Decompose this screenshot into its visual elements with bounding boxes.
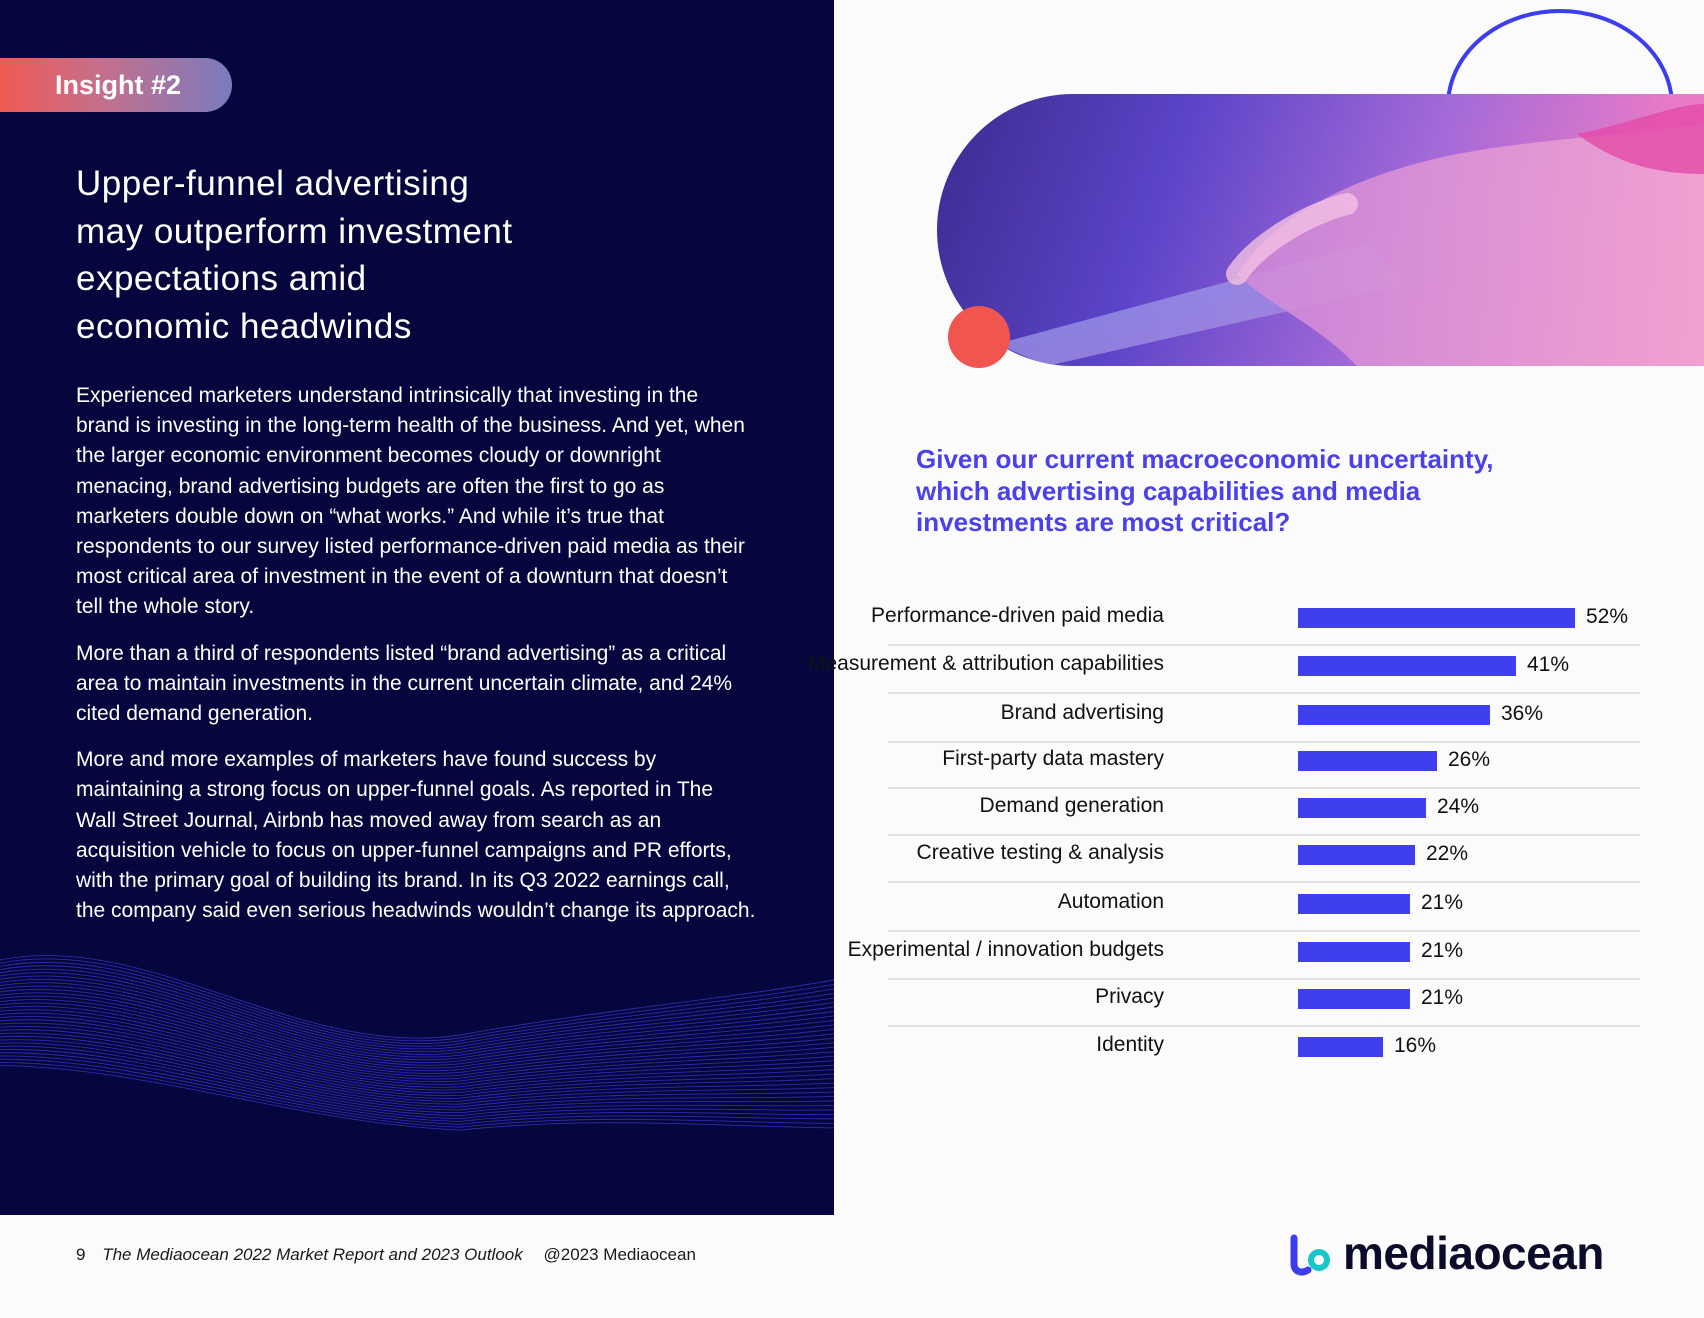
wave-line xyxy=(0,959,834,1041)
wave-line xyxy=(0,1020,834,1090)
category-label: Brand advertising xyxy=(1000,701,1164,724)
category-label: Privacy xyxy=(1095,985,1164,1008)
category-label: Identity xyxy=(1096,1033,1164,1056)
bar xyxy=(1298,751,1437,771)
headline-line: expectations amid xyxy=(76,259,367,298)
category-label: First-party data mastery xyxy=(942,747,1164,770)
bar-chart xyxy=(807,596,1640,1076)
paragraph: More and more examples of marketers have found success by maintaining a strong focus on upper-funnel goals. As reported in The Wall Street Journal, Airbnb has moved away from search as an acquisition vehicle to focus on upper-funnel campaigns and PR efforts, with the primary goal of building its brand. In its Q3 2022 earnings call, the company said even serious headwinds wouldn’t change its approach. xyxy=(76,748,756,923)
insight-badge: Insight #2 xyxy=(0,58,232,112)
bar xyxy=(1298,845,1415,865)
hero-image-phone-touch xyxy=(937,94,1704,366)
value-label: 21% xyxy=(1421,986,1464,1009)
bar xyxy=(1298,894,1410,914)
headline-line: Upper-funnel advertising xyxy=(76,164,470,203)
chart-row xyxy=(888,786,1640,834)
mediaocean-logo-icon xyxy=(1288,1234,1336,1276)
wave-lines-decoration xyxy=(0,940,834,1215)
chart-row xyxy=(888,882,1640,930)
value-label: 21% xyxy=(1421,891,1464,914)
page-number: 9 xyxy=(76,1245,86,1264)
phone-hand-illustration xyxy=(937,94,1704,366)
bar xyxy=(1298,942,1410,962)
bar xyxy=(1298,608,1575,628)
mediaocean-logo xyxy=(1288,1227,1638,1280)
chart-row xyxy=(888,833,1640,881)
value-label: 36% xyxy=(1501,702,1544,725)
headline xyxy=(76,160,636,350)
paragraph: More than a third of respondents listed “brand advertising” as a critical area to maintain investments in the current uncertain climate, and 24% cited demand generation. xyxy=(76,641,733,726)
copyright: @2023 Mediaocean xyxy=(543,1245,696,1264)
chart-row xyxy=(888,977,1640,1025)
value-label: 21% xyxy=(1421,939,1464,962)
body-copy xyxy=(76,381,756,942)
value-label: 41% xyxy=(1527,653,1570,676)
bar xyxy=(1298,798,1426,818)
chart-row xyxy=(847,930,1640,978)
bar xyxy=(1298,705,1490,725)
value-label: 26% xyxy=(1448,748,1491,771)
headline-line: may outperform investment xyxy=(76,211,513,251)
chart-row xyxy=(888,1025,1640,1073)
bar xyxy=(1298,656,1516,676)
category-label: Experimental / innovation budgets xyxy=(847,938,1164,961)
footer-text xyxy=(76,1245,696,1265)
chart-row xyxy=(888,739,1640,787)
bar xyxy=(1298,1037,1383,1057)
value-label: 16% xyxy=(1394,1034,1437,1057)
chart-row xyxy=(871,596,1640,644)
chart-row xyxy=(807,644,1640,692)
wave-line xyxy=(0,976,834,1055)
logo-text: mediaocean xyxy=(1343,1227,1604,1279)
red-dot-decoration xyxy=(948,306,1010,368)
category-label: Performance-driven paid media xyxy=(871,604,1164,627)
paragraph: Experienced marketers understand intrinsically that investing in the brand is investing in the long-term health of the business. And yet, when the larger economic environment becomes cloudy or downright menacing, brand advertising budgets are often the first to go as marketers double down on “what works.” And while it’s true that respondents to our survey listed performance-driven paid media as their most critical area of investment in the event of a downturn that doesn’t tell the whole story. xyxy=(76,384,745,619)
category-label: Measurement & attribution capabilities xyxy=(807,652,1164,675)
value-label: 22% xyxy=(1426,842,1469,865)
wave-line xyxy=(0,1056,834,1121)
value-label: 52% xyxy=(1586,605,1629,628)
value-label: 24% xyxy=(1437,795,1480,818)
headline-line: economic headwinds xyxy=(76,306,412,346)
bar xyxy=(1298,989,1410,1009)
wave-line xyxy=(0,986,834,1063)
report-title: The Mediaocean 2022 Market Report and 2023 Outlook xyxy=(102,1245,523,1264)
left-panel xyxy=(0,0,834,1215)
arc-decoration xyxy=(1440,6,1680,106)
category-label: Automation xyxy=(1057,890,1164,913)
chart-question: Given our current macroeconomic uncertainty, which advertising capabilities and media investments are most critical? xyxy=(916,444,1494,537)
category-label: Demand generation xyxy=(979,794,1164,817)
category-label: Creative testing & analysis xyxy=(916,841,1164,864)
chart-row xyxy=(888,693,1640,741)
